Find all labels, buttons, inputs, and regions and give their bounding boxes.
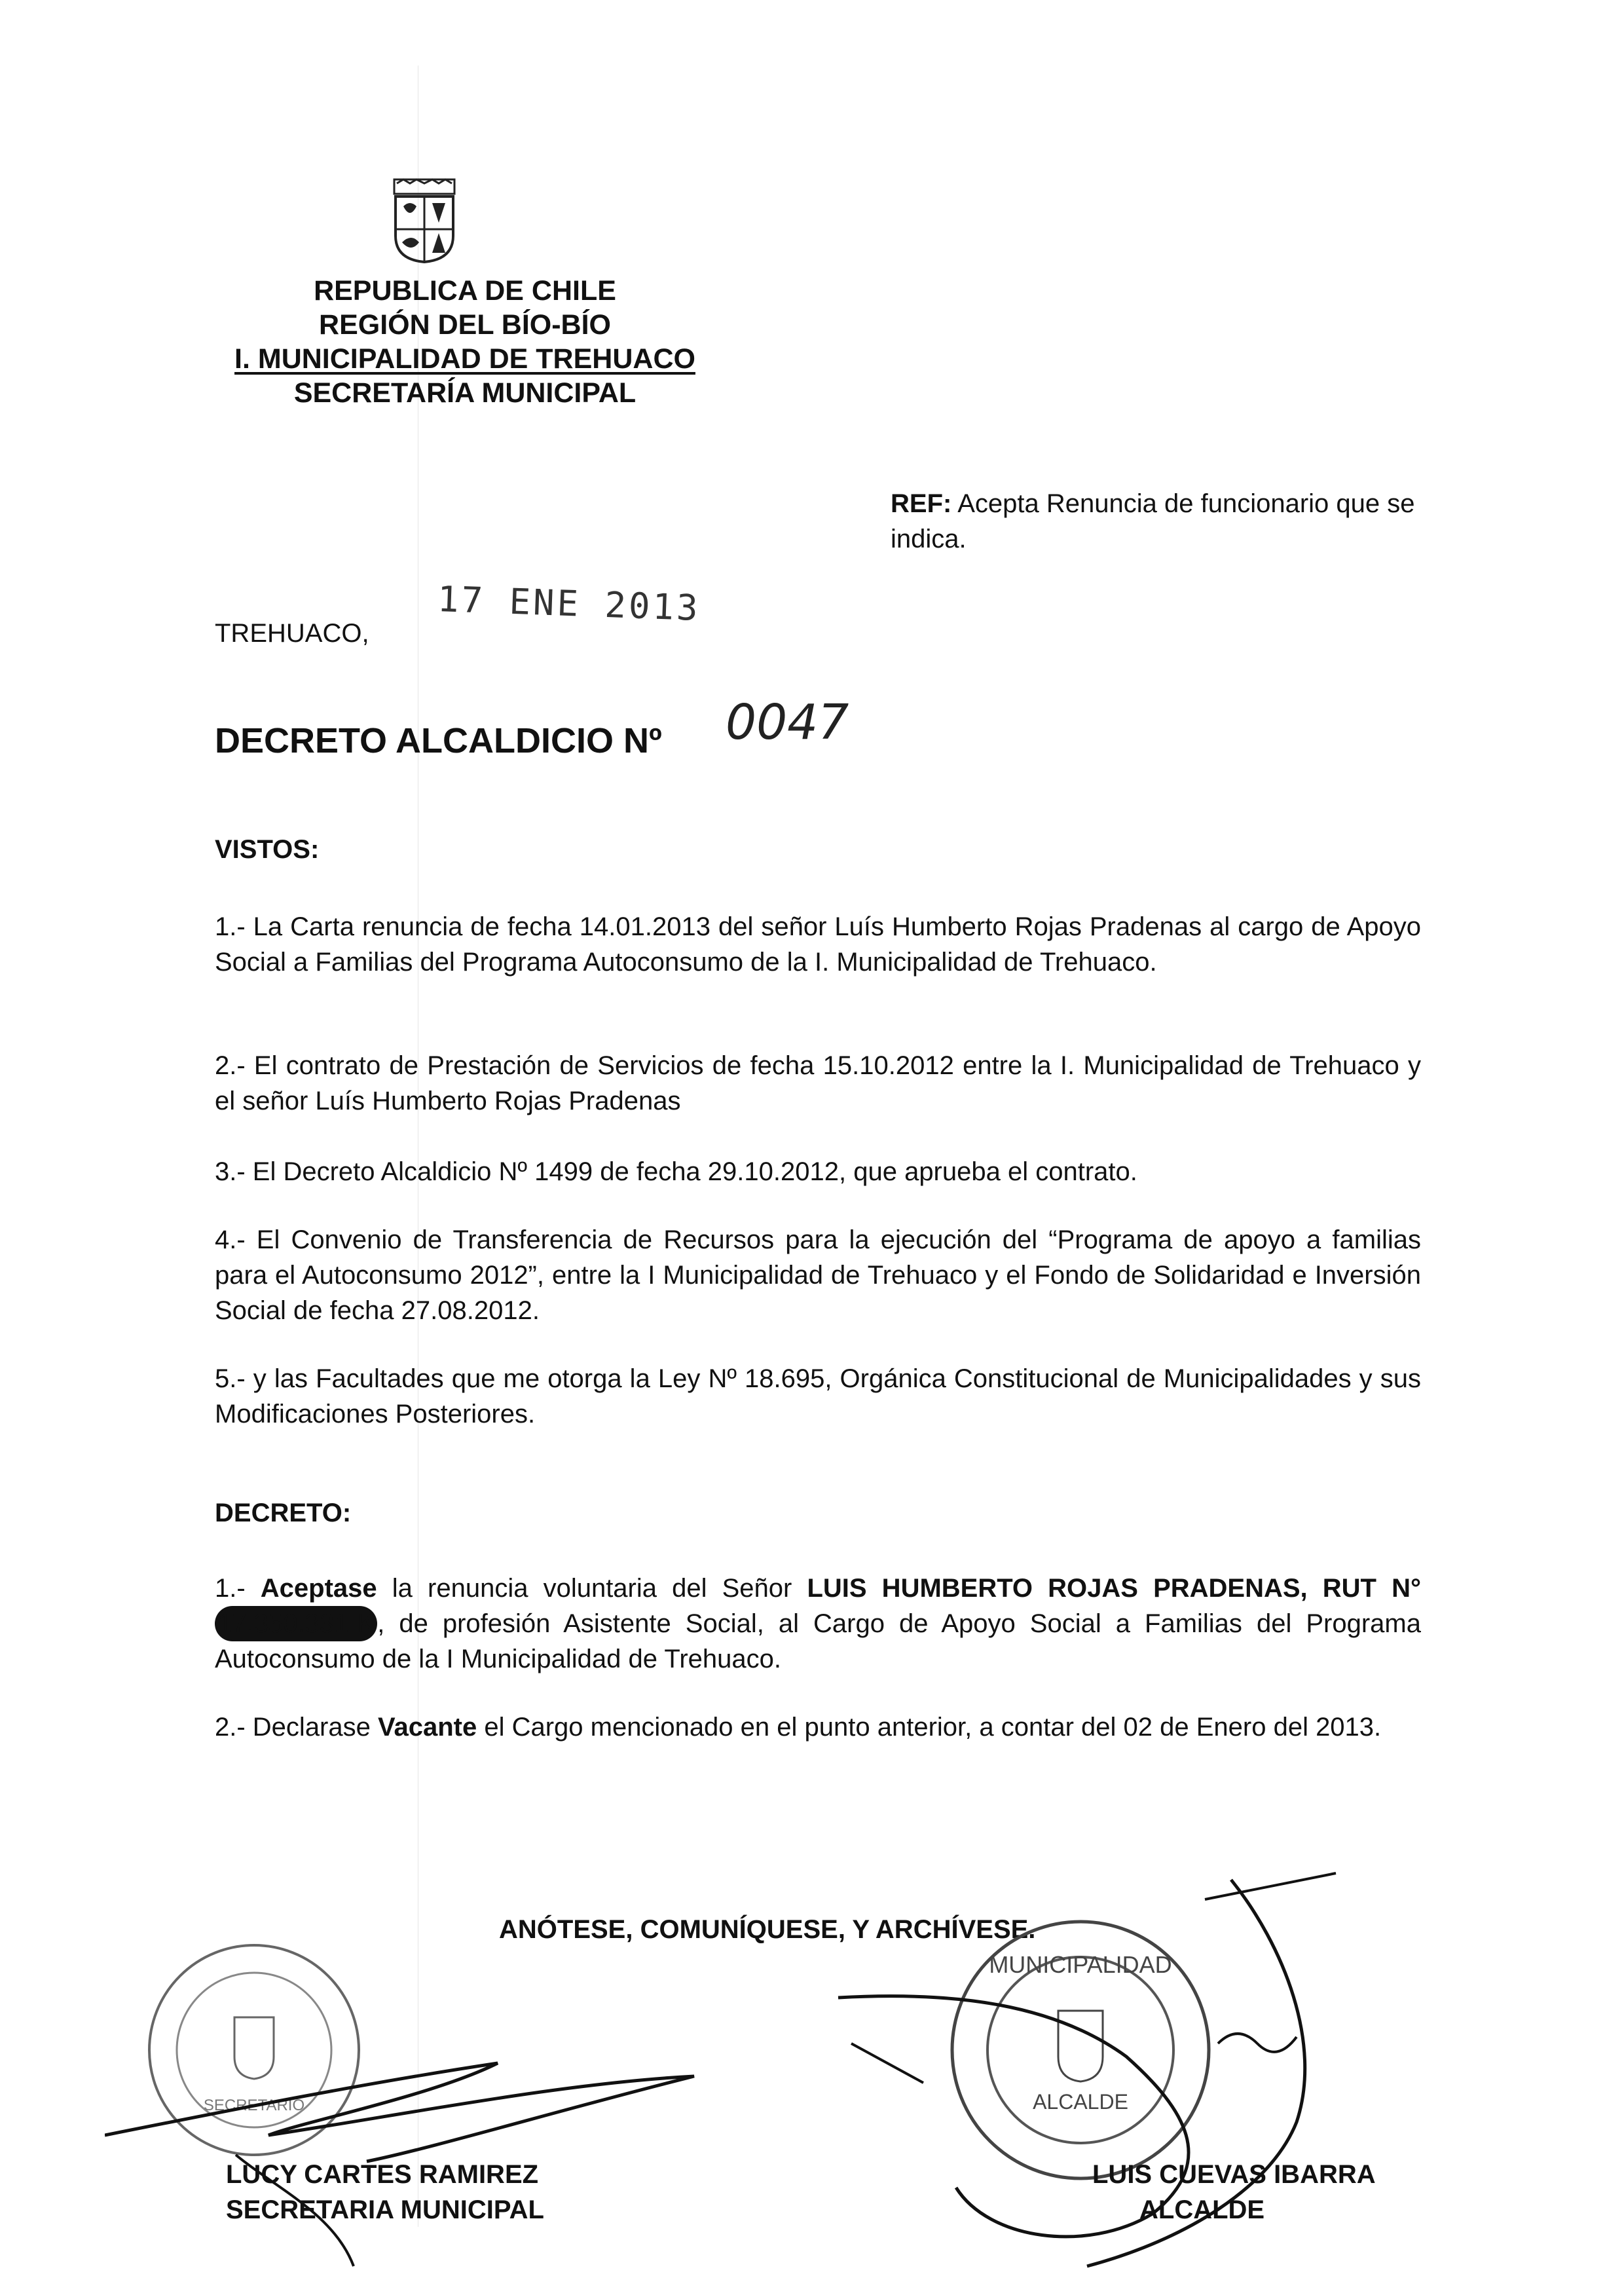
decree-number: 0047 <box>726 694 849 751</box>
left-signer-name: LUCY CARTES RAMIREZ <box>226 2160 539 2189</box>
vistos-item-3: 3.- El Decreto Alcaldicio Nº 1499 de fecha 29.10.2012, que aprueba el contrato. <box>215 1157 1137 1186</box>
date-stamp: 17 ENE 2013 <box>437 578 701 629</box>
item-number: 2.- Declarase <box>215 1713 378 1742</box>
right-signer-name: LUIS CUEVAS IBARRA <box>1092 2160 1376 2189</box>
vistos-item-2: 2.- El contrato de Prestación de Servicios de fecha 15.10.2012 entre la I. Municipalidad de Trehuaco y el señor Luís Humberto Rojas Pradenas <box>215 1051 1421 1115</box>
vistos-item-1: 1.- La Carta renuncia de fecha 14.01.2013 del señor Luís Humberto Rojas Pradenas al cargo de Apoyo Social a Familias del Programa Autoconsumo de la I. Municipalidad de Trehuaco. <box>215 912 1421 977</box>
redacted-rut: 17.350.331-K <box>215 1606 377 1641</box>
closing-formula: ANÓTESE, COMUNÍQUESE, Y ARCHÍVESE. <box>499 1915 1036 1944</box>
person-name: LUIS HUMBERTO ROJAS PRADENAS, <box>807 1574 1308 1603</box>
vistos-heading: VISTOS: <box>215 835 320 864</box>
text-run: la renuncia voluntaria del Señor <box>377 1574 807 1603</box>
handwritten-signatures <box>105 1847 1428 2292</box>
svg-text:ALCALDE: ALCALDE <box>1033 2090 1128 2114</box>
text-run: , de profesión Asistente Social, al Cargo de Apoyo Social a Familias del Programa Autoconsumo de la I Municipalidad de Trehuaco. <box>215 1609 1421 1673</box>
decreto-item-2 <box>215 1709 1421 1745</box>
item-number: 1.- <box>215 1574 261 1603</box>
svg-text:MUNICIPALIDAD: MUNICIPALIDAD <box>989 1951 1172 1978</box>
reference <box>891 486 1422 557</box>
bold-term: Vacante <box>377 1713 477 1742</box>
decree-title <box>215 720 662 761</box>
coat-of-arms-icon <box>390 177 458 265</box>
rut-label: RUT N° <box>1322 1574 1421 1603</box>
left-signer-title: SECRETARIA MUNICIPAL <box>226 2195 544 2224</box>
text-run: el Cargo mencionado en el punto anterior, a contar del 02 de Enero del 2013. <box>477 1713 1382 1742</box>
ref-text: Acepta Renuncia de funcionario que se indica. <box>891 489 1415 553</box>
header-municipality: I. MUNICIPALIDAD DE TREHUACO <box>234 343 695 375</box>
header-department: SECRETARÍA MUNICIPAL <box>293 377 637 409</box>
vistos-item-5: 5.- y las Facultades que me otorga la Ley Nº 18.695, Orgánica Constitucional de Municipalidades y sus Modificaciones Posteriores. <box>215 1364 1421 1428</box>
header-country: REPUBLICA DE CHILE <box>314 275 616 307</box>
letterhead <box>216 274 714 410</box>
decreto-item-1 <box>215 1571 1421 1677</box>
decreto-heading: DECRETO: <box>215 1499 352 1527</box>
ref-label: REF: <box>891 489 952 518</box>
svg-text:SECRETARIO: SECRETARIO <box>203 2097 305 2114</box>
decree-title-text: DECRETO ALCALDICIO Nº <box>215 721 662 760</box>
vistos-item-4: 4.- El Convenio de Transferencia de Recursos para la ejecución del “Programa de apoyo a familias para el Autoconsumo 2012”, entre la I Municipalidad de Trehuaco y el Fondo de Solidaridad e Inversión Social de fecha 27.08.2012. <box>215 1225 1421 1325</box>
right-signer-title: ALCALDE <box>1139 2195 1265 2224</box>
bold-term: Aceptase <box>260 1574 377 1603</box>
place: TREHUACO, <box>215 619 369 648</box>
header-region: REGIÓN DEL BÍO-BÍO <box>319 309 611 341</box>
